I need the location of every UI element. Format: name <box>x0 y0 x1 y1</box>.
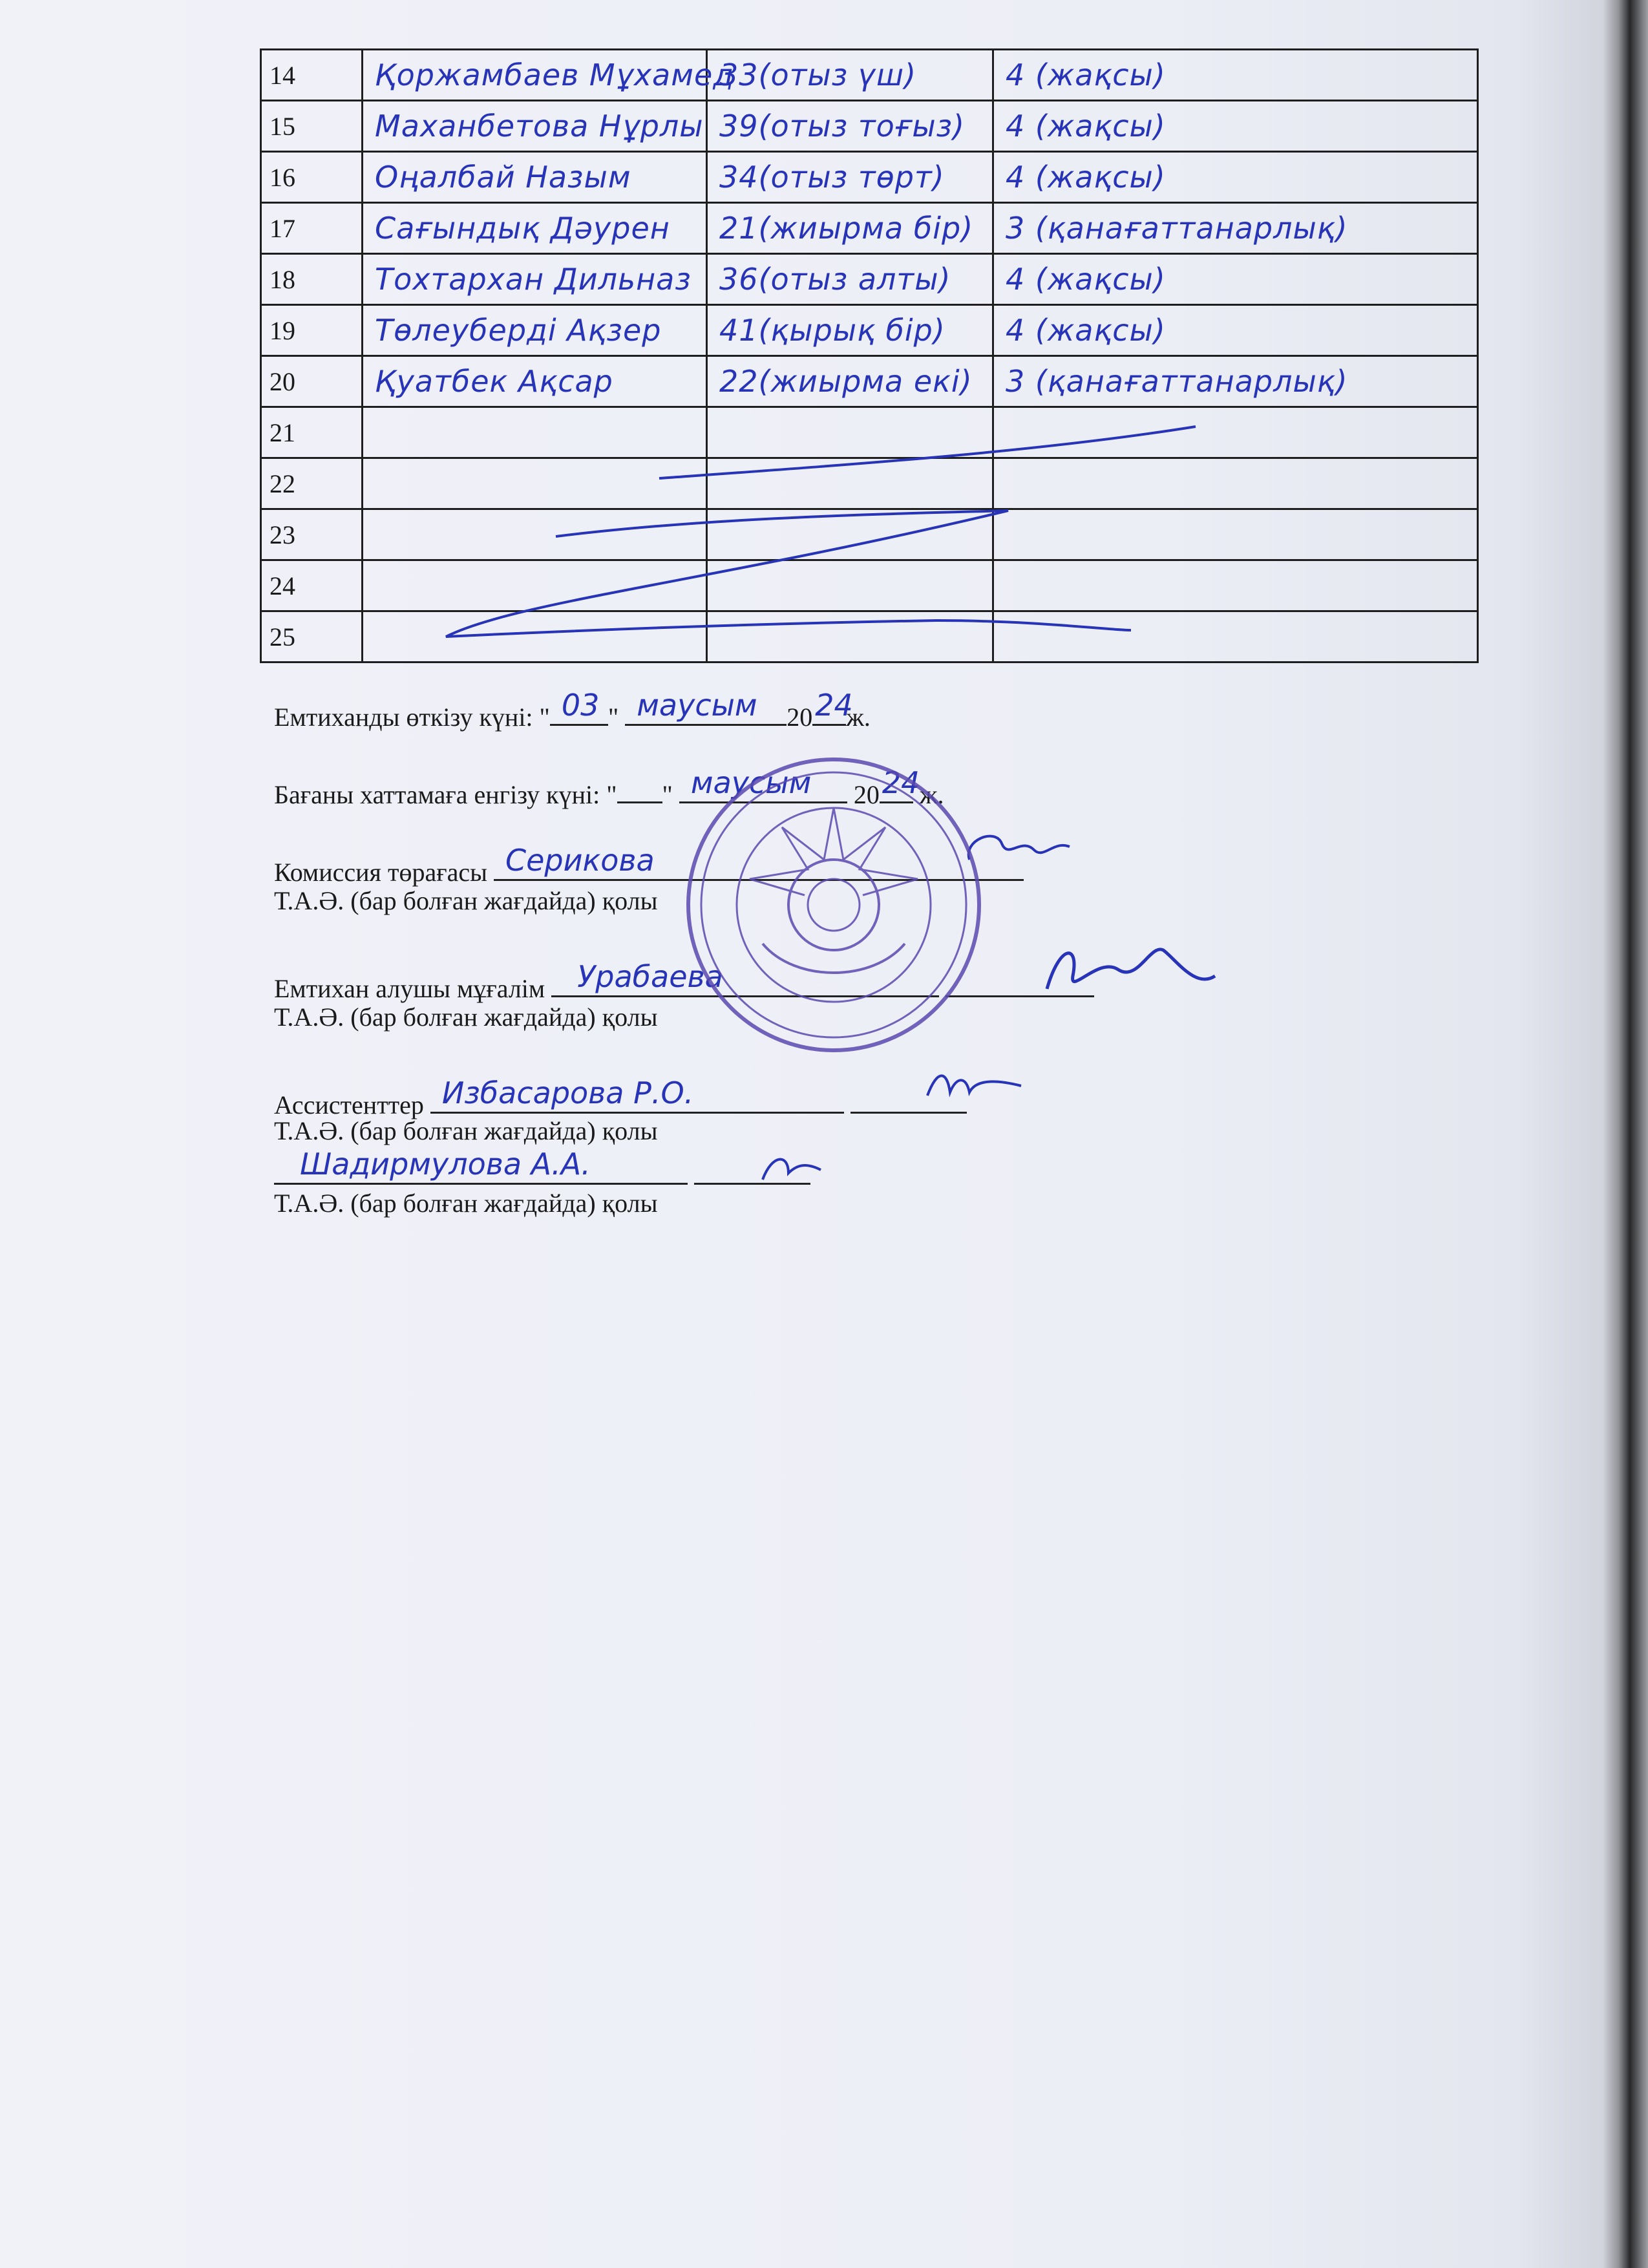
row-number-cell: 19 <box>261 305 363 356</box>
exam-date-month-blank <box>625 688 787 726</box>
row-number-cell: 17 <box>261 203 363 254</box>
assistant-1-name-blank <box>430 1076 844 1114</box>
exam-date-year-suffix: 24 <box>815 688 853 723</box>
official-stamp <box>679 750 989 1060</box>
exam-date-day-blank <box>550 688 608 726</box>
grade-entry-quote-close: " <box>662 780 673 809</box>
assistant-1-caption: Т.А.Ә. (бар болған жағдайда) қолы <box>274 1116 658 1145</box>
student-grade: 4 (жақсы) <box>1006 262 1166 297</box>
student-name: Тохтархан Дильназ <box>375 262 692 297</box>
student-score: 41(қырық бір) <box>719 313 945 348</box>
exam-date-month: маусым <box>637 688 757 723</box>
assistant-1-name: Избасарова Р.О. <box>441 1076 694 1110</box>
row-number-cell: 14 <box>261 50 363 101</box>
strike-line-zigzag <box>446 511 1131 637</box>
assistant-2-caption: Т.А.Ә. (бар болған жағдайда) қолы <box>274 1189 658 1218</box>
assistant-2-signature <box>750 1144 840 1189</box>
exam-date-line <box>274 688 871 732</box>
stamp-graphic <box>688 759 979 1050</box>
chair-caption: Т.А.Ә. (бар болған жағдайда) қолы <box>274 886 658 915</box>
row-number-cell: 25 <box>261 611 363 662</box>
exam-date-year-blank <box>812 688 853 726</box>
row-number-cell: 22 <box>261 458 363 509</box>
examiner-label: Емтихан алушы мұғалім <box>274 974 545 1003</box>
student-grade: 4 (жақсы) <box>1006 58 1166 92</box>
grade-entry-year-suffix: 24 <box>882 765 920 800</box>
empty-rows-strike <box>0 0 1648 711</box>
exam-date-year-prefix: 20 <box>787 703 813 732</box>
student-score: 21(жиырма бір) <box>719 211 974 246</box>
assistant-2-name: Шадирмулова А.А. <box>300 1147 591 1182</box>
grade-entry-year-prefix: 20 <box>853 780 880 809</box>
grade-entry-month: маусым <box>690 765 812 800</box>
student-name: Қуатбек Ақсар <box>375 364 613 399</box>
student-grade: 4 (жақсы) <box>1006 109 1166 143</box>
grade-entry-date-label: Бағаны хаттамаға енгізу күні: " <box>274 780 617 809</box>
grade-entry-year-end: ж. <box>919 780 944 809</box>
student-score: 34(отыз төрт) <box>719 160 945 195</box>
student-name: Оңалбай Назым <box>375 160 631 195</box>
exam-date-quote-close: " <box>607 703 619 732</box>
student-name: Қоржамбаев Мұхамед <box>375 58 735 92</box>
exam-date-year-end: ж. <box>846 703 871 732</box>
student-grade: 4 (жақсы) <box>1006 313 1166 348</box>
row-number-cell: 23 <box>261 509 363 560</box>
exam-date-day: 03 <box>561 688 600 723</box>
assistant-line-2 <box>274 1147 810 1191</box>
row-number-cell: 20 <box>261 356 363 407</box>
student-name: Төлеубердi Ақзер <box>375 313 662 348</box>
student-score: 22(жиырма екі) <box>719 364 973 399</box>
student-score: 39(отыз тоғыз) <box>719 109 966 143</box>
assistant-2-name-blank <box>274 1147 688 1185</box>
row-number-cell: 16 <box>261 152 363 203</box>
strike-line-upper <box>659 427 1196 478</box>
row-number-cell: 24 <box>261 560 363 611</box>
examiner-signature <box>1034 931 1228 1008</box>
assistant-1-signature <box>918 1060 1034 1112</box>
student-grade: 4 (жақсы) <box>1006 160 1166 195</box>
student-grade: 3 (қанағаттанарлық) <box>1006 211 1348 246</box>
student-score: 36(отыз алты) <box>719 262 951 297</box>
student-grade: 3 (қанағаттанарлық) <box>1006 364 1348 399</box>
assistants-label: Ассистенттер <box>274 1090 424 1119</box>
exam-date-label: Емтиханды өткізу күні: " <box>274 703 550 732</box>
row-number-cell: 15 <box>261 101 363 152</box>
chair-label: Комиссия төрағасы <box>274 858 487 887</box>
student-score: 33(отыз үш) <box>719 58 917 92</box>
student-name: Сағындық Дәурен <box>375 211 670 246</box>
examiner-caption: Т.А.Ә. (бар болған жағдайда) қолы <box>274 1002 658 1032</box>
grade-entry-day-blank <box>617 776 662 803</box>
student-name: Маханбетова Нұрлы <box>375 109 704 143</box>
row-number-cell: 18 <box>261 254 363 305</box>
examiner-name: Урабаева <box>577 959 723 994</box>
row-number-cell: 21 <box>261 407 363 458</box>
chair-name: Серикова <box>505 843 655 878</box>
